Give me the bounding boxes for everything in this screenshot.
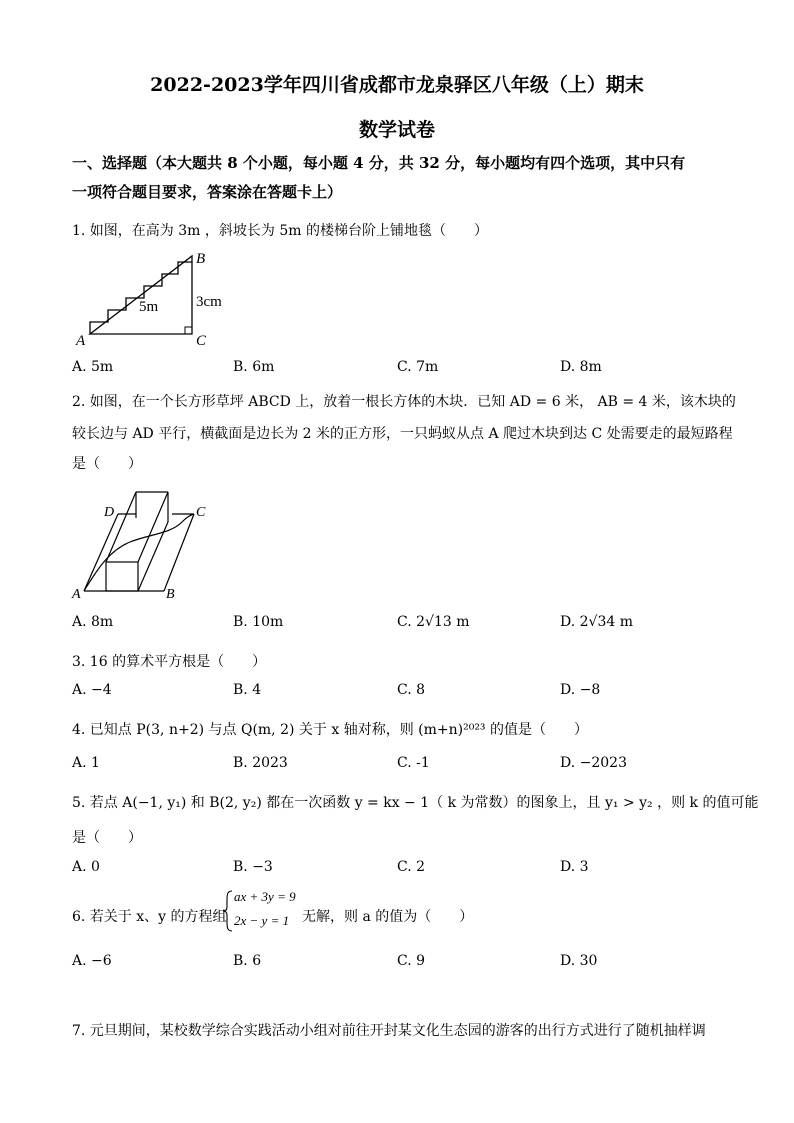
q1-option-a: A. 5m xyxy=(72,359,114,375)
figure-label-a: A xyxy=(76,333,86,348)
question-6-text-after: 无解，则 a 的值为（ ） xyxy=(302,909,474,925)
question-2-line1: 2. 如图，在一个长方形草坪 ABCD 上，放着一根长方体的木块．已知 AD = 6 米， AB = 4 米，该木块的 xyxy=(72,394,736,410)
question-3-text: 3. 16 的算术平方根是（ ） xyxy=(72,654,267,670)
q1-option-d: D. 8m xyxy=(560,359,602,375)
system-brace xyxy=(222,889,234,933)
question-5-line2: 是（ ） xyxy=(72,830,142,846)
q3-option-a: A. −4 xyxy=(72,682,112,698)
section-heading-line1: 一、选择题（本大题共 8 个小题，每小题 4 分，共 32 分，每小题均有四个选项，其中只有 xyxy=(72,154,686,172)
q3-option-d: D. −8 xyxy=(560,682,601,698)
q4-option-a: A. 1 xyxy=(72,755,100,771)
q4-option-c: C. -1 xyxy=(397,755,430,771)
lawn-block-figure xyxy=(70,478,230,603)
lawn-label-b: B xyxy=(166,587,175,602)
question-7-text: 7. 元旦期间，某校数学综合实践活动小组对前往开封某文化生态园的游客的出行方式进行了随机抽样调 xyxy=(72,1023,706,1039)
q5-option-d: D. 3 xyxy=(560,859,589,875)
q6-option-c: C. 9 xyxy=(397,953,426,969)
question-5-line1: 5. 若点 A(−1, y₁) 和 B(2, y₂) 都在一次函数 y = kx − 1（ k 为常数）的图象上，且 y₁ > y₂ ，则 k 的值可能 xyxy=(72,795,759,811)
question-6-text-before: 6. 若关于 x、y 的方程组 xyxy=(72,909,227,925)
q2-option-c: C. 2√13 m xyxy=(397,614,470,630)
q2-option-b: B. 10m xyxy=(233,614,284,630)
stair-figure xyxy=(72,248,242,348)
q6-option-a: A. −6 xyxy=(72,953,112,969)
slope-length-label: 5m xyxy=(139,299,159,315)
question-1-text: 1. 如图，在高为 3m ，斜坡长为 5m 的楼梯台阶上铺地毯（ ） xyxy=(72,223,488,239)
q2-option-d: D. 2√34 m xyxy=(560,614,633,630)
q5-option-c: C. 2 xyxy=(397,859,426,875)
figure-label-c: C xyxy=(196,333,207,348)
question-2-line2: 较长边与 AD 平行，横截面是边长为 2 米的正方形，一只蚂蚁从点 A 爬过木块到达 C 处需要走的最短路程 xyxy=(72,426,733,442)
system-equation-2: 2x − y = 1 xyxy=(234,913,290,928)
system-equation-1: ax + 3y = 9 xyxy=(234,889,296,904)
q5-option-b: B. −3 xyxy=(233,859,273,875)
q6-option-d: D. 30 xyxy=(560,953,598,969)
question-2-line3: 是（ ） xyxy=(72,456,142,472)
q5-option-a: A. 0 xyxy=(72,859,100,875)
q3-option-b: B. 4 xyxy=(233,682,262,698)
q6-option-b: B. 6 xyxy=(233,953,262,969)
page-title: 2022-2023学年四川省成都市龙泉驿区八年级（上）期末 xyxy=(150,74,644,96)
lawn-label-a: A xyxy=(72,587,81,602)
lawn-label-c: C xyxy=(196,505,206,520)
q1-option-c: C. 7m xyxy=(397,359,439,375)
q1-option-b: B. 6m xyxy=(233,359,275,375)
page-subtitle: 数学试卷 xyxy=(358,119,435,141)
q4-option-b: B. 2023 xyxy=(233,755,288,771)
section-heading-line2: 一项符合题目要求，答案涂在答题卡上） xyxy=(72,183,343,201)
q2-option-a: A. 8m xyxy=(72,614,114,630)
lawn-label-d: D xyxy=(104,505,115,520)
figure-label-b: B xyxy=(196,251,206,267)
question-4-text: 4. 已知点 P(3, n+2) 与点 Q(m, 2) 关于 x 轴对称，则 (m+n)²⁰²³ 的值是（ ） xyxy=(72,722,588,738)
q3-option-c: C. 8 xyxy=(397,682,426,698)
q4-option-d: D. −2023 xyxy=(560,755,627,771)
height-label: 3cm xyxy=(196,294,222,310)
